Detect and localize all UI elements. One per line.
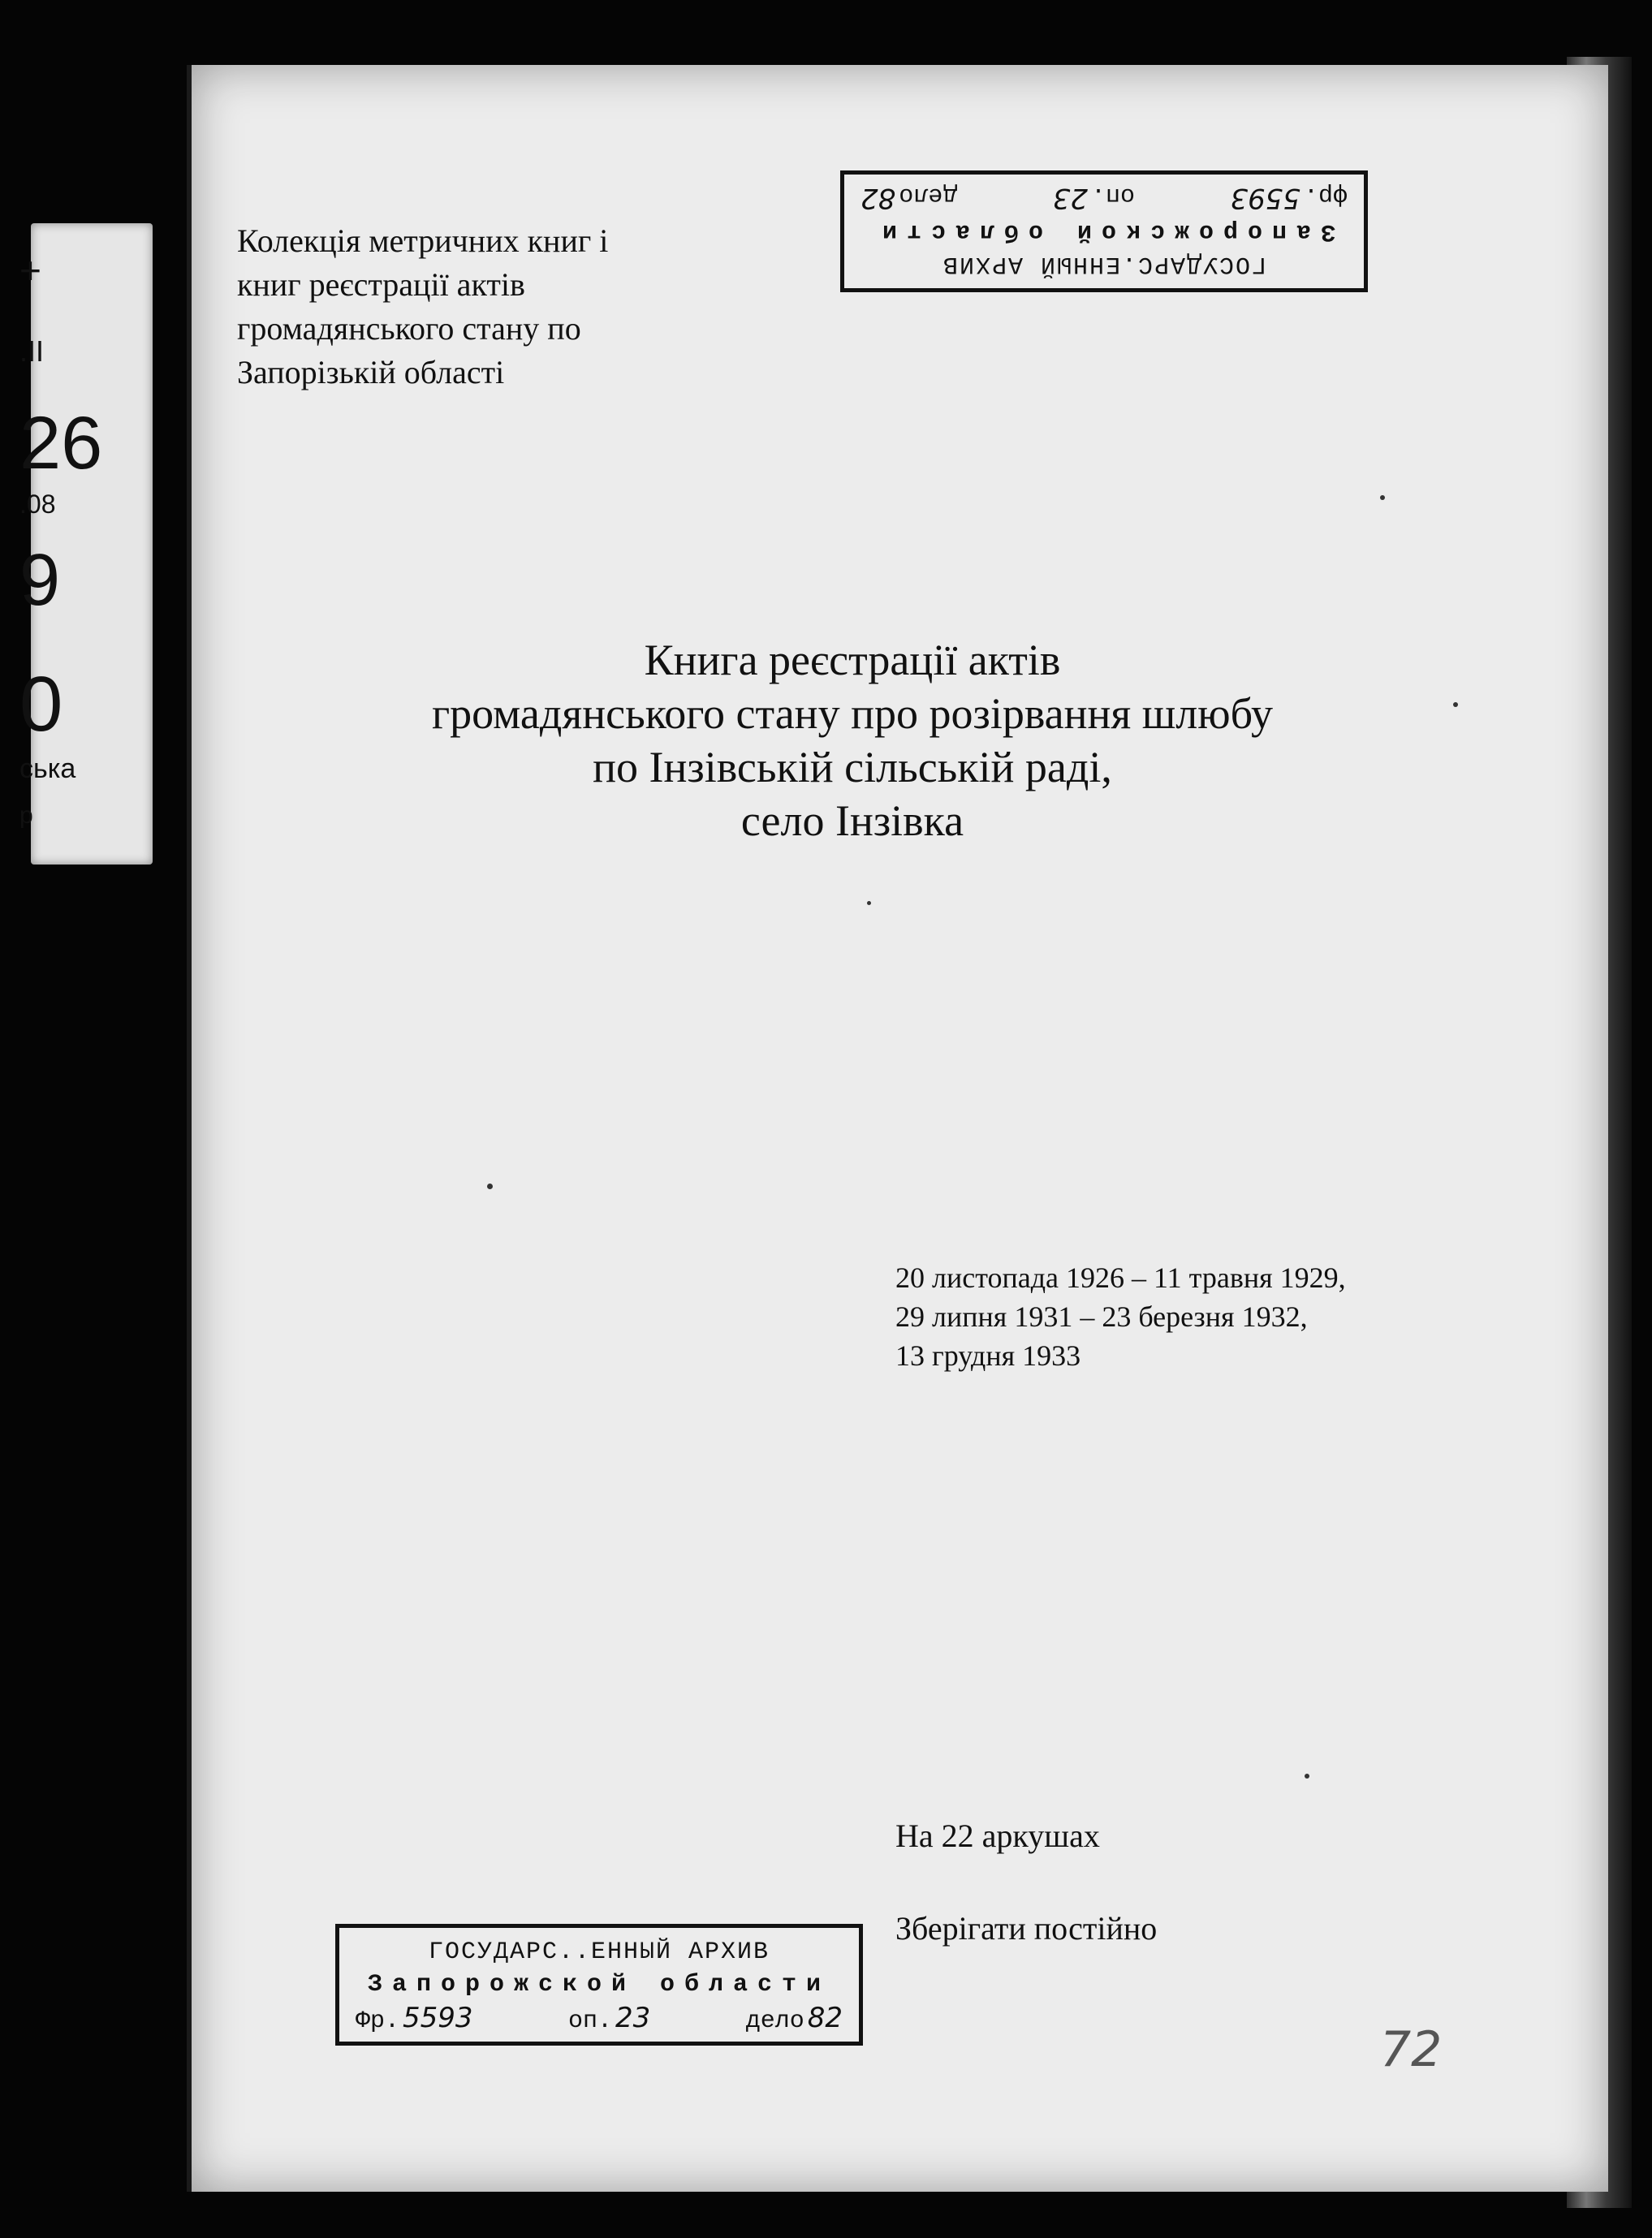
stamp-fields — [861, 178, 1348, 215]
book-title — [244, 633, 1461, 847]
collection-line: Колекція метричних книг і — [237, 222, 609, 259]
dust-speck — [1305, 1774, 1309, 1779]
dust-speck — [1453, 702, 1458, 707]
stamp-region: Запорожской области — [367, 1971, 831, 1999]
opis-label: оп. — [1091, 181, 1136, 209]
storage-term: Зберігати постійно — [895, 1910, 1158, 1947]
collection-line: громадянського стану по — [237, 310, 581, 347]
archive-stamp-top — [840, 170, 1368, 292]
collection-line: книг реєстрації актів — [237, 266, 525, 303]
dust-speck — [487, 1184, 493, 1189]
date-ranges — [895, 1258, 1346, 1375]
fond-value: 5593 — [1230, 182, 1300, 214]
opis-label: оп. — [567, 2007, 612, 2035]
stamp-fields — [356, 2001, 843, 2038]
delo-label: дело — [745, 2007, 804, 2035]
title-line: громадянського стану про розірвання шлюбу — [432, 689, 1273, 738]
spine-label-line: 9 — [19, 540, 61, 621]
title-line: село Інзівка — [740, 796, 964, 845]
delo-label: дело — [899, 181, 958, 209]
date-line: 20 листопада 1926 – 11 травня 1929, — [895, 1261, 1346, 1294]
stamp-archive-name: ГОСУДАРС..ЕННЫЙ АРХИВ — [428, 1938, 770, 1966]
opis-value: 23 — [1052, 182, 1088, 214]
dust-speck — [1380, 495, 1385, 500]
delo-value: 82 — [861, 182, 896, 214]
fond-label: Фр. — [356, 2007, 400, 2035]
spine-label-line: р — [19, 802, 33, 829]
stamp-archive-name: ГОСУДАРС.ЕННЫЙ АРХИВ — [941, 250, 1267, 278]
folio-number: 72 — [1380, 2021, 1443, 2078]
date-line: 13 грудня 1933 — [895, 1339, 1081, 1372]
spine-label-line: + — [19, 249, 41, 291]
spine-label-line: ська — [19, 753, 76, 784]
sheet-count: На 22 аркушах — [895, 1818, 1100, 1854]
title-line: Книга реєстрації актів — [644, 636, 1061, 684]
delo-value: 82 — [807, 2002, 843, 2034]
dust-speck — [867, 901, 871, 905]
collection-heading — [237, 219, 608, 395]
spine-label-line: 0 — [19, 661, 63, 748]
title-line: по Інзівській сільській раді, — [593, 743, 1112, 791]
fond-label: фр. — [1303, 181, 1348, 209]
fond-value: 5593 — [403, 2002, 473, 2034]
collection-line: Запорізькій області — [237, 354, 505, 390]
stamp-region: Запорожской области — [872, 218, 1336, 245]
spine-label — [19, 223, 153, 865]
spine-label-line: .08 — [19, 489, 56, 519]
date-line: 29 липня 1931 – 23 березня 1932, — [895, 1300, 1308, 1333]
archive-stamp-bottom — [335, 1924, 863, 2046]
spine-label-line: .II — [19, 334, 45, 368]
opis-value: 23 — [615, 2002, 651, 2034]
spine-label-line: 26 — [19, 402, 103, 485]
